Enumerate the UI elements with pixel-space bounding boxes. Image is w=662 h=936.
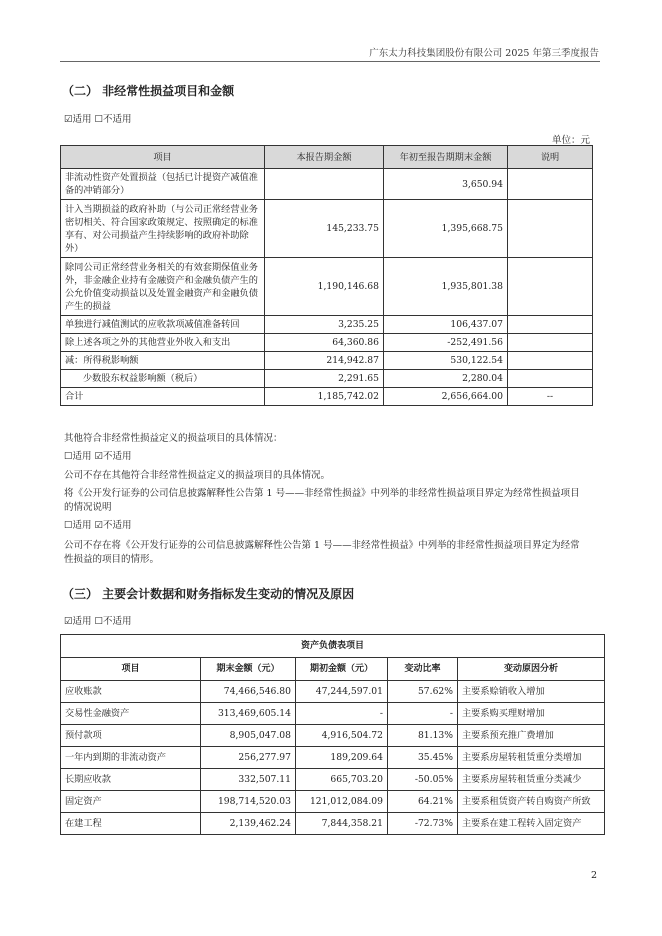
row-ratio: - [388,703,458,725]
table-row [61,769,605,791]
row-ytd: 2,280.04 [384,370,508,388]
table-row [61,370,593,388]
row-item: 单独进行减值测试的应收款项减值准备转回 [61,316,265,334]
row-ytd: 106,437.07 [384,316,508,334]
row-current: 1,190,146.68 [265,258,384,316]
row-end: 74,466,546.80 [201,681,296,703]
row-end: 198,714,520.03 [201,791,296,813]
table-row [61,791,605,813]
row-ytd: 530,122.54 [384,352,508,370]
row-item: 固定资产 [61,791,201,813]
table-row [61,200,593,258]
row-ratio: 64.21% [388,791,458,813]
table-header-row [61,146,593,169]
table-row-total [61,388,593,406]
row-ratio: 57.62% [388,681,458,703]
row-current: 64,360.86 [265,334,384,352]
reclassification-applicable: ☐适用 ☑不适用 [64,520,132,531]
col-header-begin: 期初金额（元） [296,658,388,681]
no-other-items-paragraph: 公司不存在其他符合非经常性损益定义的损益项目的具体情况。 [64,470,331,481]
unit-label: 单位：元 [551,135,590,146]
row-note: -- [508,388,593,406]
row-ratio: -72.73% [388,813,458,835]
row-ratio: 35.45% [388,747,458,769]
row-note [508,316,593,334]
row-ytd: 1,935,801.38 [384,258,508,316]
row-begin: - [296,703,388,725]
row-reason: 主要系赊销收入增加 [458,681,605,703]
section-2-applicable: ☑适用 ☐不适用 [64,114,132,125]
row-item: 减：所得税影响额 [61,352,265,370]
reclassification-paragraph: 将《公开发行证券的公司信息披露解释性公告第 1 号——非经常性损益》中列举的非经常性损益项目界定为经常性损益项目的情况说明 [64,488,580,513]
row-begin: 7,844,358.21 [296,813,388,835]
row-current: 2,291.65 [265,370,384,388]
col-header-ytd: 年初至报告期期末金额 [384,146,508,169]
row-item: 除上述各项之外的其他营业外收入和支出 [61,334,265,352]
row-ytd: 2,656,664.00 [384,388,508,406]
table-header-row [61,658,605,681]
row-begin: 665,703.20 [296,769,388,791]
row-item: 合计 [61,388,265,406]
row-item: 少数股东权益影响额（税后） [61,370,265,388]
row-begin: 189,209.64 [296,747,388,769]
row-ytd: 1,395,668.75 [384,200,508,258]
row-ytd: -252,491.56 [384,334,508,352]
table-title-row [61,635,605,658]
row-item: 长期应收款 [61,769,201,791]
col-header-current: 本报告期金额 [265,146,384,169]
row-reason: 主要系租赁资产转自购资产所致 [458,791,605,813]
other-items-applicable: ☐适用 ☑不适用 [64,451,132,462]
row-item: 预付款项 [61,725,201,747]
row-current: 3,235.25 [265,316,384,334]
table-row [61,258,593,316]
col-header-ratio: 变动比率 [388,658,458,681]
row-note [508,334,593,352]
row-reason: 主要系在建工程转入固定资产 [458,813,605,835]
row-reason: 主要系房屋转租赁重分类减少 [458,769,605,791]
row-item: 应收账款 [61,681,201,703]
row-reason: 主要系预充推广费增加 [458,725,605,747]
row-item: 计入当期损益的政府补助（与公司正常经营业务密切相关、符合国家政策规定、按照确定的标准享有、对公司损益产生持续影响的政府补助除外） [61,200,265,258]
row-item: 除同公司正常经营业务相关的有效套期保值业务外，非金融企业持有金融资产和金融负债产生的公允价值变动损益以及处置金融资产和金融负债产生的损益 [61,258,265,316]
row-end: 8,905,047.08 [201,725,296,747]
col-header-end: 期末金额（元） [201,658,296,681]
col-header-note: 说明 [508,146,593,169]
table-row [61,316,593,334]
table-row [61,681,605,703]
col-header-item: 项目 [61,146,265,169]
row-current: 214,942.87 [265,352,384,370]
row-item: 非流动性资产处置损益（包括已计提资产减值准备的冲销部分） [61,169,265,200]
row-end: 313,469,605.14 [201,703,296,725]
row-note [508,370,593,388]
row-begin: 4,916,504.72 [296,725,388,747]
row-ratio: -50.05% [388,769,458,791]
section-2-title: （二） 非经常性损益项目和金额 [62,84,235,98]
no-reclassification-paragraph: 公司不存在将《公开发行证券的公司信息披露解释性公告第 1 号——非经常性损益》中列举的非经常性损益项目界定为经常性损益的项目的情形。 [64,540,580,565]
row-current: 1,185,742.02 [265,388,384,406]
row-current: 145,233.75 [265,200,384,258]
balance-sheet-changes-table [60,634,605,835]
table-row [61,169,593,200]
table-row [61,725,605,747]
header-rule [60,61,600,62]
section-3-title: （三） 主要会计数据和财务指标发生变动的情况及原因 [62,587,355,601]
row-item: 在建工程 [61,813,201,835]
table-title: 资产负债表项目 [61,635,605,658]
row-end: 2,139,462.24 [201,813,296,835]
table-row [61,813,605,835]
non-recurring-gains-table [60,145,593,406]
row-reason: 主要系房屋转租赁重分类增加 [458,747,605,769]
row-ytd: 3,650.94 [384,169,508,200]
table-row [61,352,593,370]
row-reason: 主要系购买理财增加 [458,703,605,725]
row-note [508,200,593,258]
row-note [508,169,593,200]
row-begin: 121,012,084.09 [296,791,388,813]
row-end: 332,507.11 [201,769,296,791]
section-3-applicable: ☑适用 ☐不适用 [64,616,132,627]
row-ratio: 81.13% [388,725,458,747]
row-item: 交易性金融资产 [61,703,201,725]
row-item: 一年内到期的非流动资产 [61,747,201,769]
other-items-paragraph: 其他符合非经常性损益定义的损益项目的具体情况： [64,433,283,444]
row-begin: 47,244,597.01 [296,681,388,703]
row-end: 256,277.97 [201,747,296,769]
page-number: 2 [590,870,597,881]
col-header-reason: 变动原因分析 [458,658,605,681]
report-header: 广东太力科技集团股份有限公司 2025 年第三季度报告 [369,48,599,59]
row-current [265,169,384,200]
row-note [508,258,593,316]
table-row [61,334,593,352]
col-header-item: 项目 [61,658,201,681]
table-row [61,747,605,769]
table-row [61,703,605,725]
row-note [508,352,593,370]
